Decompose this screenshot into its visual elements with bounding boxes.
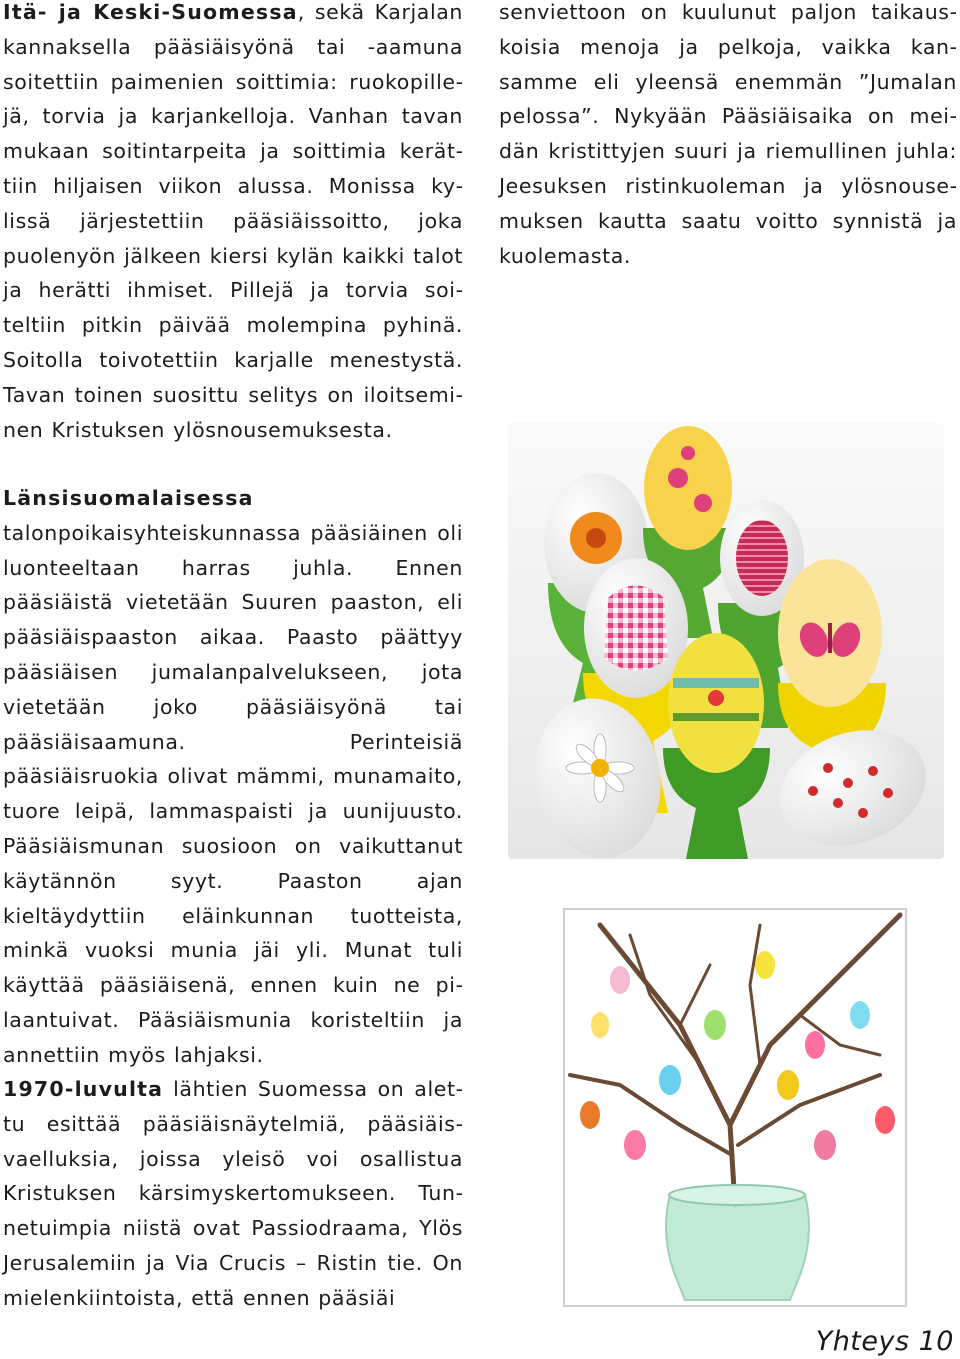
paragraph-body: senviettoon on kuulunut paljon taikauskoisia menoja ja pelkoja, vaikka kansamme eli yleensä enemmän ”Jumalan pelossa”. Nykyään Pääsiäisaika on meidän kristittyjen suuri ja riemullinen juhla: Jeesuksen ristinkuoleman ja ylösnousemuksen kautta saatu voitto synnistä ja kuolemasta. — [499, 0, 957, 268]
easter-tree-illustration — [560, 905, 910, 1310]
decorated-eggs-photo — [508, 423, 944, 859]
paragraph-continued — [499, 0, 957, 273]
paragraph-lansisuomi — [3, 481, 463, 1073]
paragraph-body: , sekä Karjalan kannaksella pääsiäisyönä tai -aamuna soitettiin paimenien soittimia: ruokopillejä, torvia ja karjankelloja. Vanhan tavan mukaan soitintarpeita ja soittimia kerättiin hiljaisen viikon alussa. Monissa kylissä järjestettiin pääsiäissoitto, joka puolenyön jälkeen kiersi kylän kaikki talot ja herätti ihmiset. Pillejä ja torvia soiteltiin pitkin päivää molempina pyhinä. Soitolla toivotettiin karjalle menestystä. Tavan toinen suosittu selitys on iloitseminen Kristuksen ylösnousemuksesta. — [3, 0, 464, 442]
paragraph-lead: 1970-luvulta — [3, 1077, 164, 1101]
paragraph-ita-keski-suomi — [3, 0, 463, 447]
paragraph-body: talonpoikaisyhteiskunnassa pääsiäinen oli luonteeltaan harras juhla. Ennen pääsiäistä vietetään Suuren paaston, eli pääsiäispaaston aikaa. Paasto päättyy pääsiäisen jumalanpalvelukseen, jota vietetään joko pääsiäisyönä tai pääsiäisaamuna. Perinteisiä pääsiäisruokia olivat mämmi, munamaito, tuore leipä, lammaspaisti ja uunijuusto. Pääsiäismunan suosioon on vaikuttanut käytännön syyt. Paaston ajan kieltäydyttiin eläinkunnan tuotteista, minkä vuoksi munia jäi yli. Munat tuli käyttää pääsiäisenä, ennen kuin ne pilaantuivat. Pääsiäismunia koristeltiin ja annettiin myös lahjaksi. — [3, 520, 463, 1067]
paragraph-lead: Itä- ja Keski-Suomessa — [3, 0, 298, 24]
paragraph-1970-luvulta — [3, 1072, 463, 1316]
page-footer: Yhteys 10 — [815, 1326, 954, 1357]
paragraph-body: lähtien Suomessa on alettu esittää pääsiäisnäytelmiä, pääsiäisvaelluksia, joissa yleisö voi osallistua Kristuksen kärsimyskertomukseen. Tunnetuimpia niistä ovat Passiodraama, Ylös Jerusalemiin ja Via Crucis – Ristin tie. On mielenkiintoista, että ennen pääsiäi — [3, 1077, 463, 1310]
paragraph-lead: Länsisuomalaisessa — [3, 486, 254, 510]
